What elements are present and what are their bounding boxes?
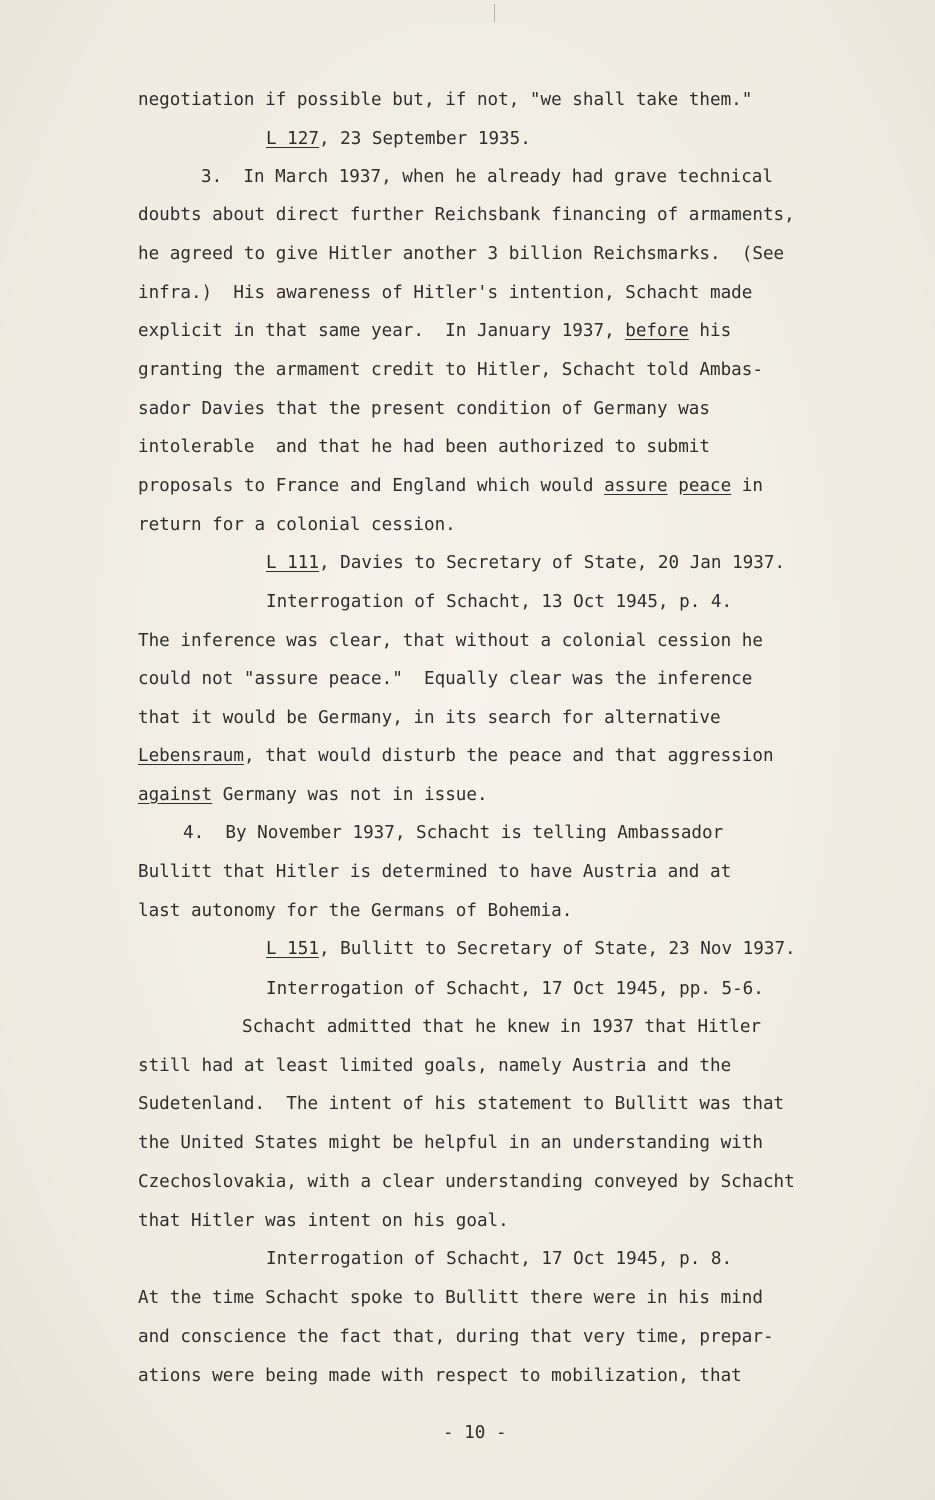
text-segment: 4. By November 1937, Schacht is telling Ambassador xyxy=(183,823,724,843)
text-line xyxy=(138,708,721,728)
fold-mark xyxy=(494,4,495,22)
underlined-text: before xyxy=(625,321,689,341)
text-segment: that Hitler was intent on his goal. xyxy=(138,1211,509,1231)
text-segment: Sudetenland. The intent of his statement to Bullitt was that xyxy=(138,1094,785,1114)
text-segment: and conscience the fact that, during that very time, prepar- xyxy=(138,1327,774,1347)
underlined-text: L 111 xyxy=(266,553,319,573)
text-segment: that it would be Germany, in its search for alternative xyxy=(138,708,721,728)
text-line xyxy=(138,669,752,689)
text-segment: , 23 September 1935. xyxy=(318,129,531,149)
text-line xyxy=(266,129,531,149)
text-segment: he agreed to give Hitler another 3 billion Reichsmarks. (See xyxy=(138,244,785,264)
text-segment: , Bullitt to Secretary of State, 23 Nov 1937. xyxy=(318,939,796,959)
text-segment: , Davies to Secretary of State, 20 Jan 1937. xyxy=(318,553,786,573)
text-line xyxy=(138,1172,795,1192)
text-segment: negotiation if possible but, if not, "we shall take them." xyxy=(138,90,753,110)
text-line xyxy=(138,1327,774,1347)
text-segment: granting the armament credit to Hitler, Schacht told Ambas- xyxy=(138,360,763,380)
text-segment: Interrogation of Schacht, 17 Oct 1945, pp. 5-6. xyxy=(266,979,764,999)
text-line xyxy=(183,823,723,843)
text-line xyxy=(138,90,752,110)
text-line xyxy=(266,939,796,959)
text-line xyxy=(138,283,752,303)
text-segment: Czechoslovakia, with a clear understanding conveyed by Schacht xyxy=(138,1172,795,1192)
text-segment: last autonomy for the Germans of Bohemia. xyxy=(138,901,573,921)
underlined-text: against xyxy=(138,785,213,805)
text-segment: 3. In March 1937, when he already had grave technical xyxy=(201,167,773,187)
underlined-text: L 127 xyxy=(266,129,319,149)
underlined-text: Lebensraum xyxy=(138,746,244,766)
text-segment xyxy=(668,476,679,496)
text-line xyxy=(138,1094,784,1114)
text-segment: explicit in that same year. In January 1937, xyxy=(138,321,626,341)
text-line xyxy=(138,476,763,496)
text-segment: ations were being made with respect to mobilization, that xyxy=(138,1366,742,1386)
text-segment: infra.) His awareness of Hitler's intention, Schacht made xyxy=(138,283,753,303)
text-line xyxy=(266,592,732,612)
text-line xyxy=(138,515,456,535)
text-line xyxy=(138,862,731,882)
text-segment: Interrogation of Schacht, 13 Oct 1945, p. 4. xyxy=(266,592,733,612)
text-segment: his xyxy=(688,321,732,341)
text-segment: Interrogation of Schacht, 17 Oct 1945, p. 8. xyxy=(266,1249,733,1269)
text-segment: still had at least limited goals, namely Austria and the xyxy=(138,1056,732,1076)
text-segment: Schacht admitted that he knew in 1937 that Hitler xyxy=(242,1017,762,1037)
text-line xyxy=(266,979,764,999)
text-line xyxy=(138,360,763,380)
text-segment: intolerable and that he had been authorized to submit xyxy=(138,437,710,457)
text-line xyxy=(138,244,784,264)
text-line xyxy=(138,746,774,766)
text-segment: in xyxy=(731,476,763,496)
page-number: - 10 - xyxy=(443,1423,507,1443)
text-segment: return for a colonial cession. xyxy=(138,515,456,535)
text-line xyxy=(242,1017,761,1037)
text-segment: doubts about direct further Reichsbank financing of armaments, xyxy=(138,205,795,225)
text-line xyxy=(138,1211,509,1231)
text-segment: the United States might be helpful in an understanding with xyxy=(138,1133,763,1153)
text-segment: At the time Schacht spoke to Bullitt there were in his mind xyxy=(138,1288,763,1308)
text-segment: sador Davies that the present condition of Germany was xyxy=(138,399,710,419)
underlined-text: peace xyxy=(678,476,732,496)
text-segment: proposals to France and England which would xyxy=(138,476,605,496)
underlined-text: L 151 xyxy=(266,939,319,959)
text-line xyxy=(266,553,785,573)
text-line xyxy=(138,399,710,419)
underlined-text: assure xyxy=(604,476,668,496)
text-segment: Bullitt that Hitler is determined to have Austria and at xyxy=(138,862,732,882)
text-line xyxy=(201,167,773,187)
text-line xyxy=(138,901,572,921)
text-line xyxy=(138,1288,763,1308)
text-line xyxy=(138,1133,763,1153)
text-line xyxy=(138,785,488,805)
text-segment: could not "assure peace." Equally clear was the inference xyxy=(138,669,753,689)
text-line xyxy=(266,1249,732,1269)
text-line xyxy=(138,205,795,225)
text-line xyxy=(138,631,763,651)
text-segment: , that would disturb the peace and that aggression xyxy=(243,746,774,766)
text-line xyxy=(138,321,731,341)
text-line xyxy=(138,1056,731,1076)
text-segment: Germany was not in issue. xyxy=(212,785,488,805)
text-segment: The inference was clear, that without a colonial cession he xyxy=(138,631,763,651)
text-line xyxy=(138,1366,742,1386)
text-line xyxy=(138,437,710,457)
